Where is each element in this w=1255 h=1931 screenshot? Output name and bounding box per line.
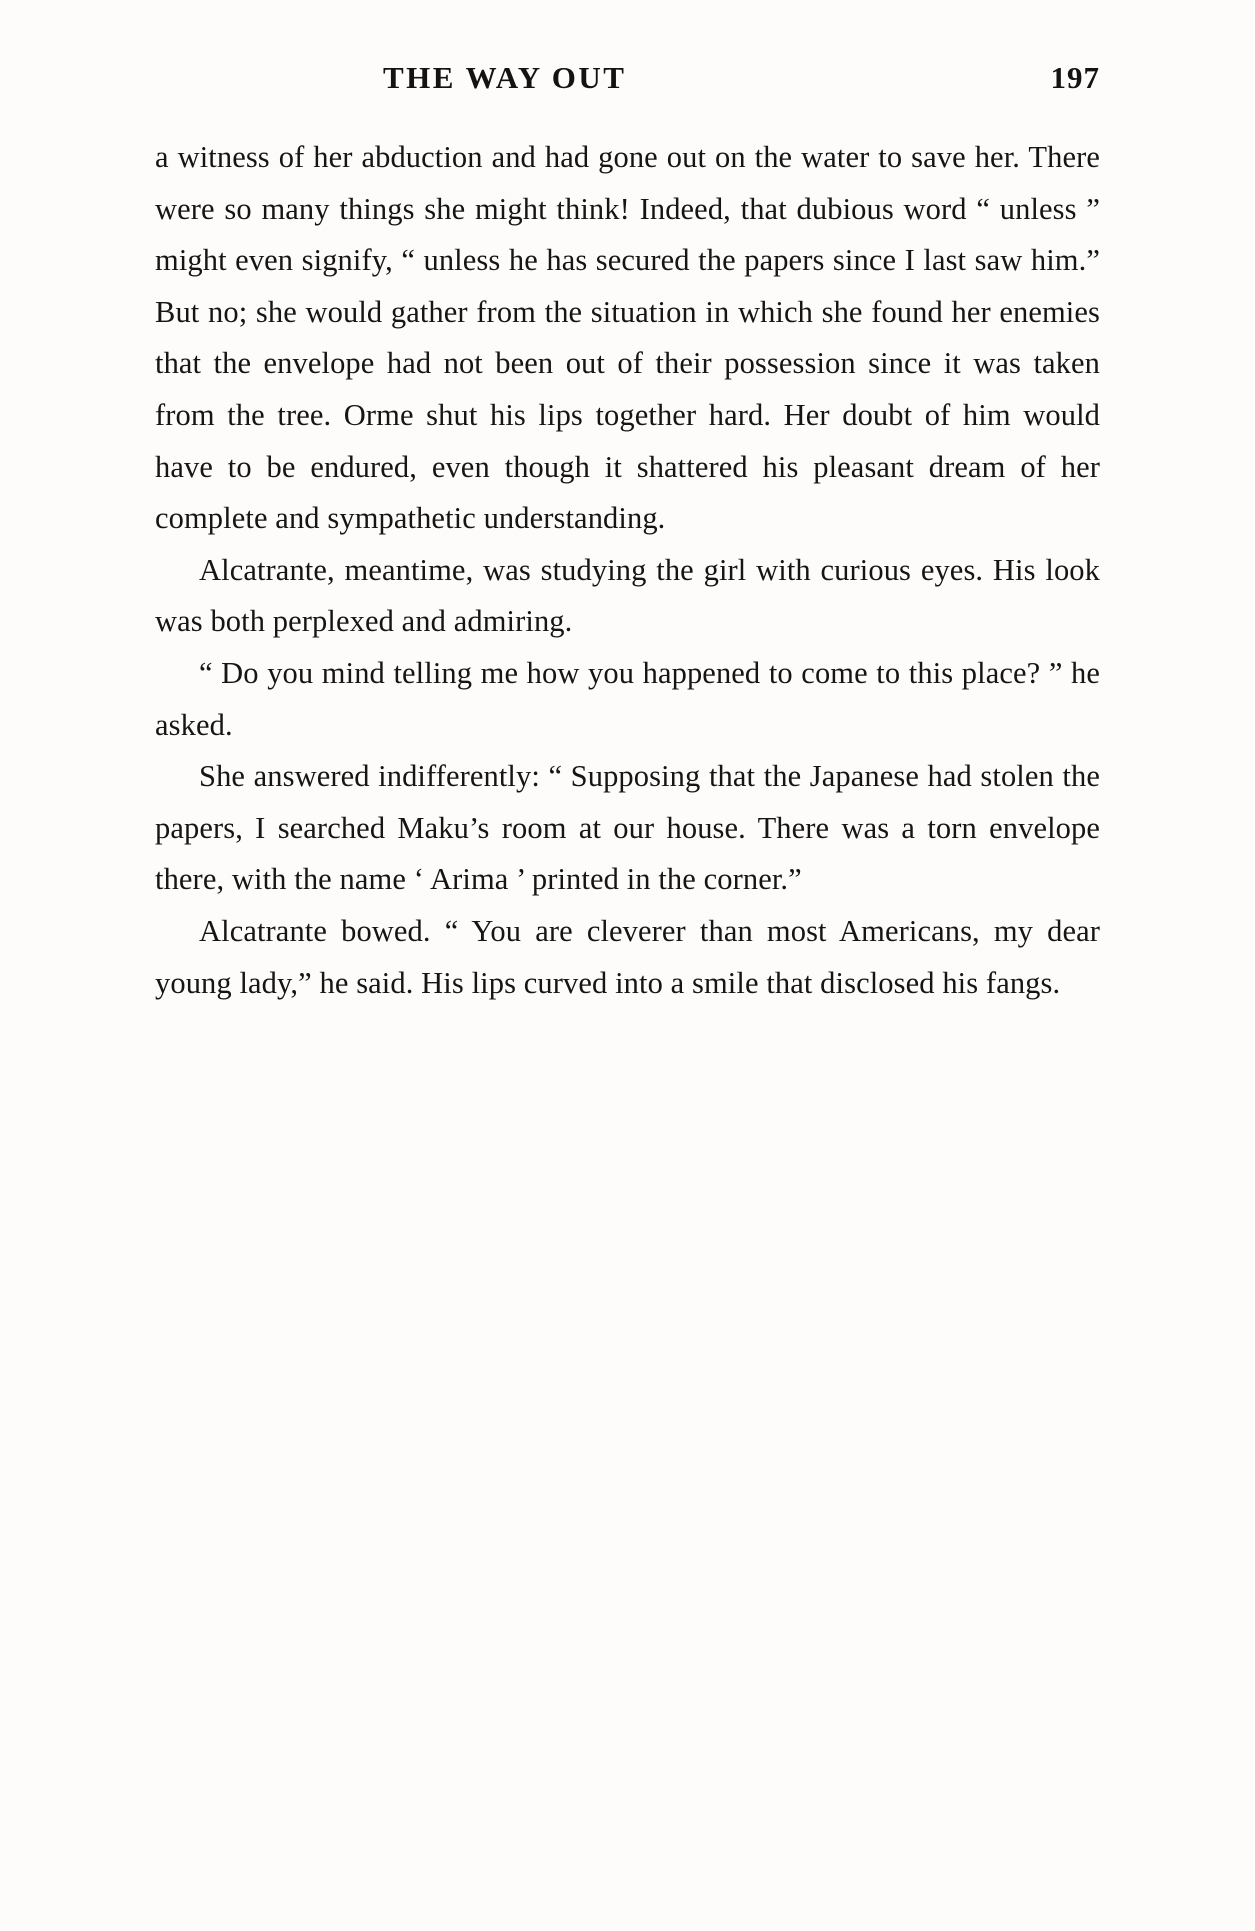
paragraph: “ Do you mind telling me how you happened to come to this place? ” he asked. <box>155 655 1100 742</box>
running-title: THE WAY OUT <box>383 60 627 95</box>
page-header <box>155 60 1100 114</box>
page-number: 197 <box>1050 60 1100 95</box>
body-text <box>155 132 1100 1009</box>
paragraph: Alcatrante bowed. “ You are cleverer than most Americans, my dear young lady,” he said. His lips curved into a smile that disclosed his fangs. <box>155 913 1100 1000</box>
paragraph: She answered indifferently: “ Supposing that the Japanese had stolen the papers, I searched Maku’s room at our house. There was a torn envelope there, with the name ‘ Arima ’ printed in the corner.” <box>155 759 1100 897</box>
paragraph: a witness of her abduction and had gone out on the water to save her. There were so many things she might think! Indeed, that dubious word “ unless ” might even signify, “ unless he has secured the papers since I last saw him.” But no; she would gather from the situation in which she found her enemies that the envelope had not been out of their possession since it was taken from the tree. Orme shut his lips together hard. Her doubt of him would have to be endured, even though it shattered his pleasant dream of her complete and sympathetic understanding. <box>155 140 1100 536</box>
paragraph: Alcatrante, meantime, was studying the girl with curious eyes. His look was both perplexed and admiring. <box>155 552 1100 639</box>
page-content <box>155 60 1100 1009</box>
